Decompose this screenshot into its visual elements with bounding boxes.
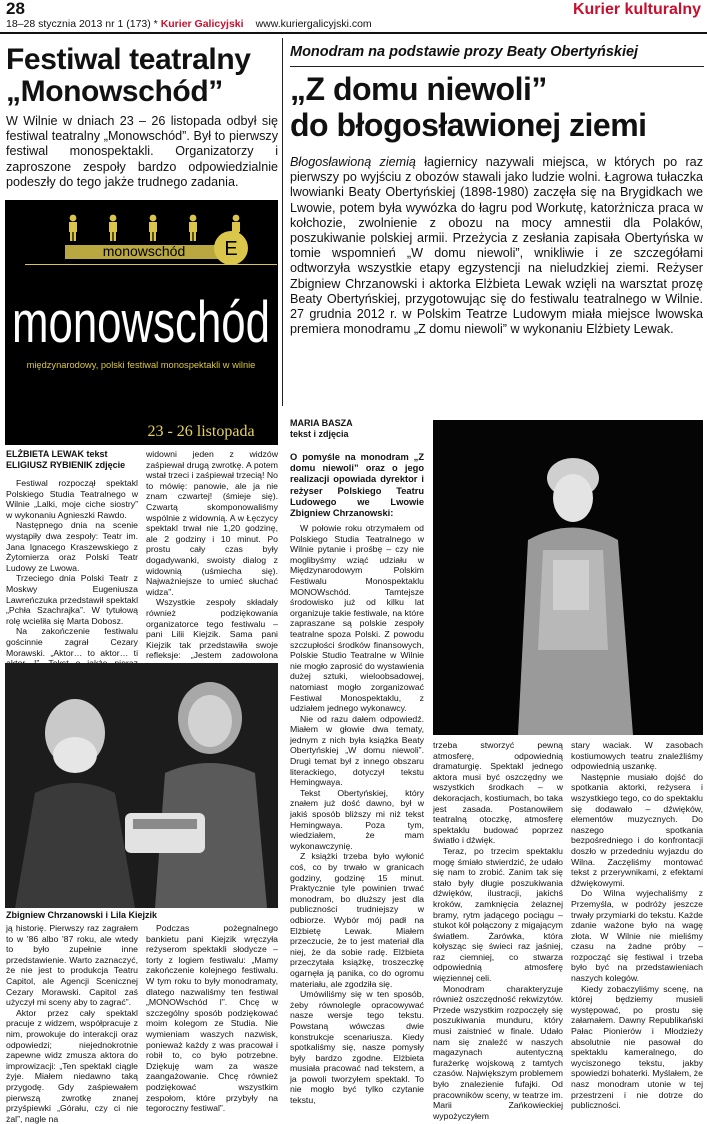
left-byline <box>6 449 138 471</box>
paragraph: Do Wilna wyjechaliśmy z Przemyśla, w podróży jeszcze trwały przymiarki do tekstu. Każde zdanie ważone było na wagę złota. W Wilnie nie mieliśmy czasu na żadne próby – rozpocząć się festiwal i trzeba było być na przedstawieniach naszych kolegów. <box>571 888 703 984</box>
paragraph: Teraz, po trzecim spektaklu mogę śmiało stwierdzić, że udało się nam to zrobić. Zanim tak się stało były długie poszukiwania dźwięków, ilustracji, jakichś kroków, zamknięcia żelaznej bramy, rytm jadącego pociągu – stukot kół połączony z migającym światłem. Żarówka, która kołysząc się świeci raz jaśniej, raz ciemniej, co stwarza odpowiednią atmosferę więziennej celi. <box>433 845 563 984</box>
paragraph: Wszystkie zespoły składały również podziękowania organizatorce tego festiwalu – pani Lilii Kiejzik. Sama pani Kiejzik tak przedstawiła swoje refleksje: „Jestem zadowolona <box>146 597 278 661</box>
issue-line <box>6 18 372 30</box>
paragraph: Festiwal rozpoczął spektakl Polskiego Studia Teatralnego w Wilnie „Lalki, moje ciche siostry” w wykonaniu Agnieszki Rawdo. <box>6 478 138 520</box>
right-byline-author: MARIA BASZA <box>290 418 353 428</box>
right-column-2 <box>433 740 563 1121</box>
right-column-3 <box>571 740 703 1111</box>
paragraph: Na zakończenie festiwalu gościnnie zagrał Cezary Morawski. „Aktor… to aktor… ti <box>6 626 138 658</box>
paragraph: Podczas pożegnalnego bankietu pani Kiejzik wręczyła reżyserom spektakli słodycze – torty z logiem festiwalu: „Mamy zakończenie kolejnego festiwalu. W tym roku to były monodramaty, dlatego nazwaliśmy ten festiwal „MONOWschód I”. Chcę w szczególny sposób podziękować moim kolegom ze Studia. Nie wymieniam waszych nazwisk, ponieważ każdy z was pracował i robił to, co było potrzebne. Dziękuję wam za wasze zaangażowanie. Chcę również podziękować wszystkim zespołom, które przybyły na tegoroczny festiwal”. <box>146 923 278 1114</box>
paragraph: Trzeciego dnia Polski Teatr z Moskwy Eugeniusza Lawreńczuka przedstawił spektakl „Pchła Szachrajka”. W tytułową rolę wcieliła się Marta Dobosz. <box>6 573 138 626</box>
paragraph: Monodram charakteryzuje również oszczędność rekwizytów. Przede wszystkim rozpoczęły się poszukiwania munduru, który musi zaistnieć w finale. Udało nam się znaleźć w naszych magazynach autentyczną furażerkę wojskową z tamtych czasów. Największym problemem było znalezienie fufajki. Od pracowników sceny, w teatrze im. Marii Zańkowieckiej wypożyczyłem <box>433 983 563 1121</box>
paragraph: stary waciak. W zasobach kostiumowych teatru znaleźliśmy odpowiednią uszankę. <box>571 740 703 772</box>
paragraph: Następnie musiało dojść do spotkania aktorki, reżysera i wszystkiego tego, co do spektaklu się dodawało – dźwięków, elementów muzycznych. Do naszego spotkania bezpośredniego i do konfrontacji doszło w przededniu wyjazdu do Wilna. Zaczęliśmy montować tekst z przerywnikami, z efektami dźwiękowymi. <box>571 771 703 888</box>
poster-small-logo: monowschód <box>102 243 186 259</box>
header-divider <box>0 32 707 34</box>
photo-graphic <box>433 420 703 735</box>
poster-subtitle: międzynarodowy, polski festiwal monospektakli w wilnie <box>26 360 256 370</box>
paragraph: widowni jeden z widzów zaśpiewał drugą zwrotkę. A potem wstał trzeci i zaśpiewał trzecią! No to mówię: panowie, ale ja nie znam czwartej! (śmieje się). Czwartą skomponowaliśmy wspólnie z widownią. A w Łęczycy spektakl trwał nie 1,20 godzinę, ale 2 godziny i 10 minut. Po prostu cały czas były dogadywanki, swoisty dialog z widownią (uśmiecha się). Najważniejsze to umieć słuchać widza”. <box>146 449 278 597</box>
left-article-title <box>6 44 278 108</box>
left-title-line1: Festiwal teatralny <box>6 43 251 76</box>
paragraph: Aktor przez cały spektakl pracuje z widzem, współpracuje z nim, prowokuje do interakcji oraz odpowiedzi; niejednokrotnie zapewne widz zmusza aktora do improwizacji: „Ten spektakl ciągle żyje. Miałem niedawno taką przygodę. Gdy zaśpiewałem pierwszą zwrotkę znanej przyśpiewki „Górału, czy ci nie żal”, nagle na <box>6 1007 138 1124</box>
left-column-3 <box>6 923 138 1124</box>
paragraph: Nie od razu dałem odpowiedź. Miałem w głowie dwa tematy, jednym z nich była książka Beaty Obertyńskiej „W domu niewoli”. Drugi temat był z innego obszaru literackiego, dotyczył tekstu Hemingwaya. <box>290 713 424 788</box>
festival-poster <box>5 200 278 445</box>
poster-graphic <box>5 200 278 445</box>
photo-elzbieta-lewak <box>433 420 703 735</box>
lead-text: łagiernicy nazywali miejsca, w których po raz pierwszy po wyjściu z obozów stawali jako ludzie wolni. Łagrowa tułaczka lwowianki Beaty Obertyńskiej (1898-1980) zaczęła się na Brygidkach we Lwowie, potem była wywózka do łagru pod Workutę, katorżnicza praca w kołchozie, zwolnienie z obozu na mocy amnestii dla Polaków, poszukiwanie polskiej armii. Przeżycia z zesłania zapisała Obertyńska w tomie wspomnień „W domu niewoli”, wnikliwie i ze szczegółami odtworzyła wszystkie etapy egzystencji na nieludzkiej ziemi. Reżyser Zbigniew Chrzanowski i aktorka Elżbieta Lewak wzięli na warsztat prozę Beaty Obertyńskiej, przygotowując się do festiwalu teatralnego w Wilnie. 27 grudnia 2012 r. w Polskim Teatrze Ludowym miała miejsce lwowska premiera monodramu „Z domu niewoli” w wykonaniu Elżbiety Lewak. <box>290 155 703 337</box>
left-title-line2: „Monowschód” <box>6 75 223 108</box>
column-divider <box>282 38 283 406</box>
website-link[interactable]: www.kuriergalicyjski.com <box>255 18 372 30</box>
paragraph: W połowie roku otrzymałem od Polskiego Studia Teatralnego w Wilnie pytanie i prośbę – czy nie moglibyśmy wziąć udziału w Międzynarodowym Polskim Festiwalu Monospektaklu MONOWschód. Tamtejsze środowisko już od kilku lat organizuje takie festiwale, na które zapraszane są polskie zespoły teatralne spoza Polski. Z powodu szczupłości środków finansowych, Polskie Studio Teatralne w Wilnie nie mogło zaprosić do wystawienia dużej sztuki, wieloobsadowej, natomiast mogło zorganizować Festiwal Monospektaklu, z udziałem jednego wykonawcy. <box>290 523 424 714</box>
svg-text:E: E <box>224 238 238 260</box>
paragraph: Z książki trzeba było wyłonić coś, co by trwało w granicach godziny, godzinę 15 minut. Praktycznie tyle powinien trwać monodram, bo dłuższy jest dla publiczności trudniejszy w odbiorze. Wybór mój padł na Elżbietę Lewak. Miałem przeczucie, że to jest materiał dla niej, że da sobie radę. Elżbieta przeczytała książkę, troszeczkę ogarnęła ją panika, co do ogromu materiału, ale zgodziła się. <box>290 851 424 989</box>
section-title: Kurier kulturalny <box>572 1 701 18</box>
paragraph: Następnego dnia na scenie wystąpiły dwa zespoły: Teatr im. Jana Ignacego Kraszewskiego z Żytomierza oraz Polski Teatr Ludowy ze Lwowa. <box>6 520 138 573</box>
publication-name: Kurier Galicyjski <box>160 18 244 30</box>
right-column-1 <box>290 523 424 1106</box>
right-byline-role: tekst i zdjęcia <box>290 429 349 439</box>
page-number: 28 <box>6 0 25 18</box>
left-byline-author: ELŻBIETA LEWAK tekst <box>6 449 108 459</box>
poster-dates: 23 - 26 listopada <box>147 423 255 440</box>
right-article-kicker: Monodram na podstawie prozy Beaty Obertyńskiej <box>290 44 639 60</box>
paragraph: trzeba stworzyć pewną atmosferę, odpowiednią dramaturgię. Spektakl jednego aktora musi być oszczędny we wszystkich środkach – w dekoracjach, kostiumach, bo taka jest zasada. Postanowiłem teatralną otoczkę, atmosferę spektaklu budować poprzez światło i dźwięk. <box>433 740 563 846</box>
paragraph: Umówiliśmy się w ten sposób, żeby równolegle opracowywać nasze wersje tego tekstu. Powstaną wówczas dwie konstrukcje scenariusza. Kiedy spotkaliśmy się, nasze pomysły były bardzo zgodne. Elżbieta musiała pracować nad tekstem, a ja powoli tworzyłem spektakl. To nie mogło być tylko czytanie tekstu, <box>290 989 424 1106</box>
right-article-title <box>290 71 704 143</box>
photo-caption: Zbigniew Chrzanowski i Lila Kiejzik <box>6 910 158 920</box>
right-article-lead <box>290 155 703 337</box>
photo-graphic <box>5 663 278 908</box>
left-column-4 <box>146 923 278 1114</box>
poster-big-logo: monowschód <box>12 290 270 355</box>
kicker-divider <box>290 66 704 67</box>
left-byline-photo: ELIGIUSZ RYBIENIK zdjęcie <box>6 460 126 470</box>
photo-chrzanowski-kiejzik <box>5 663 278 908</box>
paragraph: Tekst Obertyńskiej, który znałem już dość dawno, był w jakiś sposób bliższy mi niż tekst Hemingwaya. Poza tym, wiedziałem, że mam wykonawczynię. <box>290 787 424 851</box>
paragraph: ją historię. Pierwszy raz zagrałem to w '86 albo '87 roku, ale wtedy to było zupełnie inne przedstawienie. Warto zaznaczyć, że nie jest to produkcja Teatru Capitol, ale Agencji Scenicznej Cezary Morawski. Capitol zaś użyczył mi sceny aby to zagrać”. <box>6 923 138 1008</box>
right-title-line2: do błogosławionej ziemi <box>290 107 647 143</box>
paragraph: Kiedy zobaczyliśmy scenę, na której będziemy musieli występować, po prostu się załamałem. Dawny Republikański Pałac Pionierów i Młodzieży absolutnie nie pasował do spektaklu kameralnego, do wyciszonego tekstu, jakby spowiedzi bohaterki. Myślałem, że nasz monodram utonie w tej przestrzeni i nie dotrze do publiczności. <box>571 983 703 1111</box>
lead-italic-phrase: Błogosławioną ziemią <box>290 155 416 169</box>
right-byline <box>290 418 424 440</box>
issue-date: 18–28 stycznia 2013 nr 1 (173) * <box>6 18 161 30</box>
interview-intro: O pomyśle na monodram „Z domu niewoli” oraz o jego realizacji opowiada dyrektor i reżyser Polskiego Teatru Ludowego we Lwowie Zbigniew Chrzanowski: <box>290 452 424 519</box>
left-article-lead: W Wilnie w dniach 23 – 26 listopada odbył się festiwal teatralny „Monowschód”. Był to pierwszy festiwal monospektakli. Organizatorzy i zaproszone zespoły bardzo odpowiedzialnie podeszły do tego jakże trudnego zadania. <box>6 114 278 189</box>
right-title-line1: „Z domu niewoli” <box>290 71 547 107</box>
